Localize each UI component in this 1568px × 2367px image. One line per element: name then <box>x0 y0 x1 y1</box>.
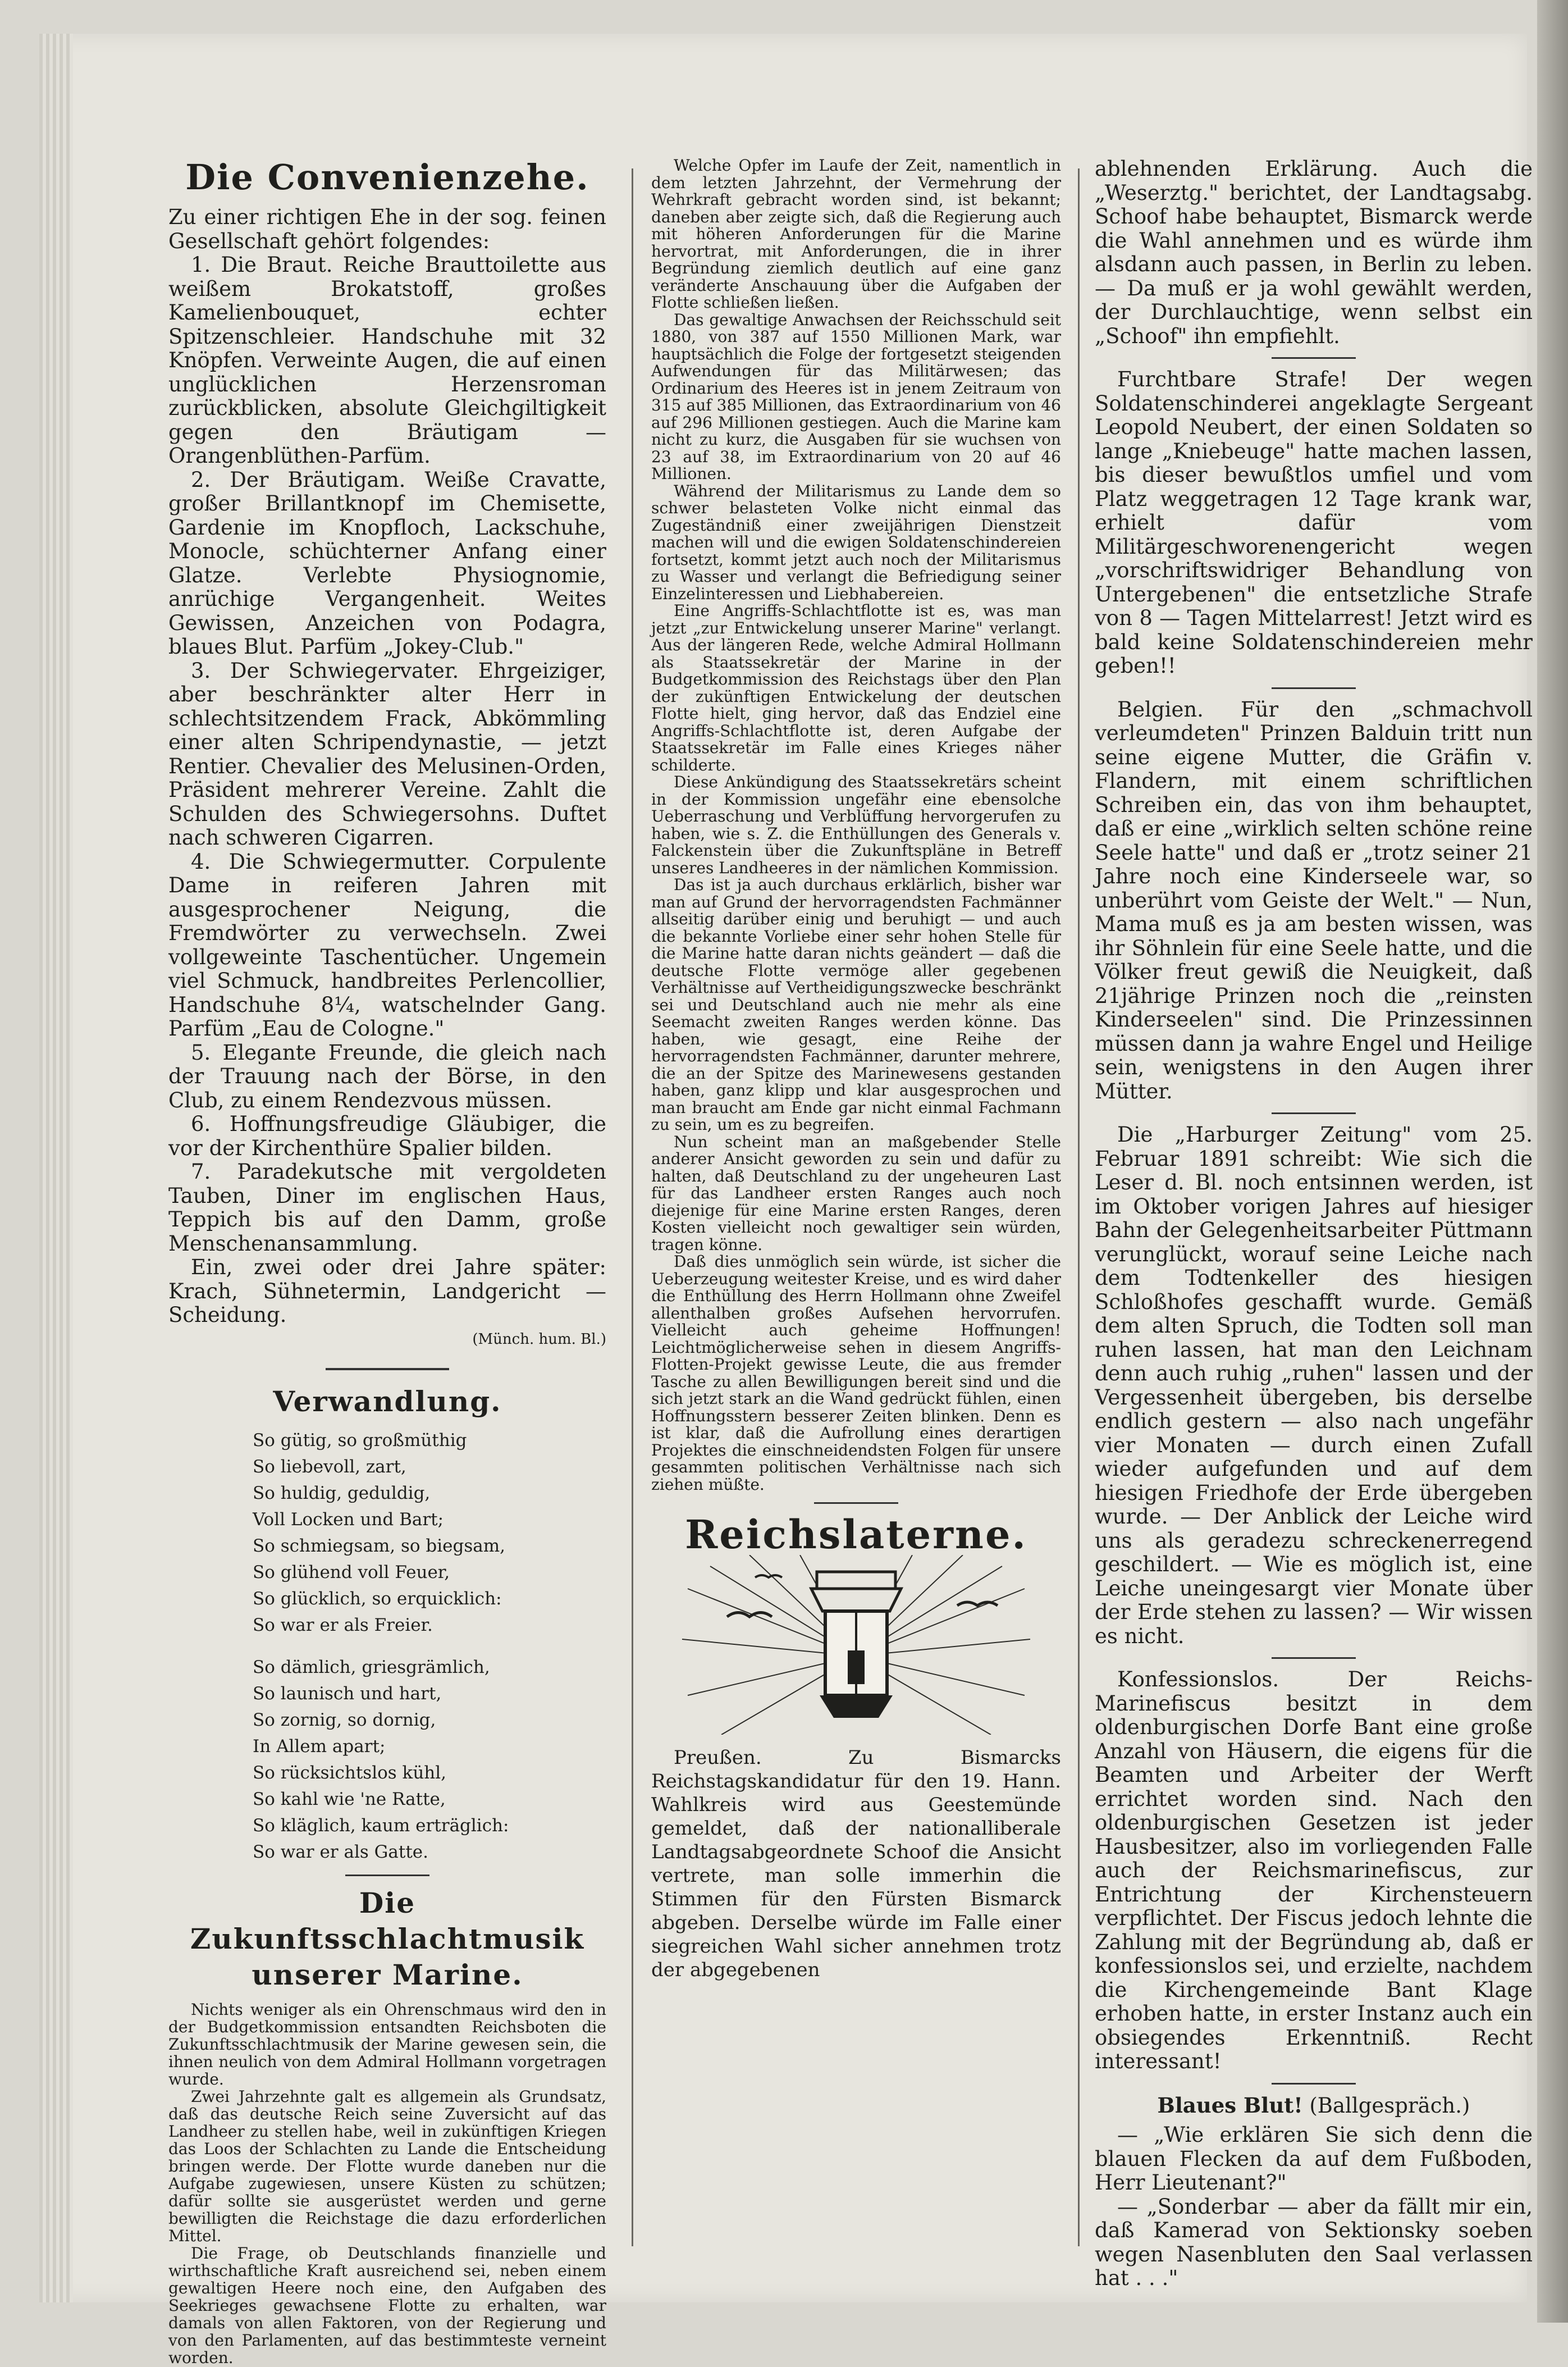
poem-line: In Allem apart; <box>253 1736 386 1757</box>
column-rule-2 <box>1078 168 1080 2246</box>
separator <box>1272 687 1356 689</box>
paragraph: Während der Militarismus zu Lande dem so schwer belasteten Volke nicht einmal das Zugeständniß einer zweijährigen Dienstzeit machen will und die ewigen Soldatenschindereien fortsetzt, kommt jetzt auch noch der Militarismus zu Wasser und verlangt die Befriedigung seiner Einzelinteressen und Liebhabereien. <box>651 481 1061 603</box>
separator <box>345 1875 429 1876</box>
paragraph: Furchtbare Strafe! Der wegen Soldatenschinderei angeklagte Sergeant Leopold Neubert, der einen Soldaten so lange „Kniebeuge" hatte machen lassen, bis dieser bewußtlos umfiel und vom Platz weggetragen 12 Tage krank war, erhielt dafür vom Militärgeschworenengericht wegen „vorschriftswidriger Behandlung von Untergebenen" die entsetzliche Strafe von 8 — Tagen Mittelarrest! Jetzt wird es bald keine Soldatenschindereien mehr geben!! <box>1095 367 1533 678</box>
separator <box>1272 1112 1356 1114</box>
poem-line: So dämlich, griesgrämlich, <box>253 1657 490 1677</box>
column-3 <box>1095 157 1533 2291</box>
paragraph: Daß dies unmöglich sein würde, ist sicher die Ueberzeugung weitester Kreise, und es wird daher die Enthüllung des Herrn Hollmann ohne Zweifel allenthalben großes Aufsehen hervorrufen. Vielleicht auch geheime Hoffnungen! Leichtmöglicherweise sehen in diesem Angriffs-Flotten-Projekt gewisse Leute, die aus fremder Tasche zu allen Bewilligungen bereit sind und die sich jetzt stark an die Wand gedrückt fühlen, einen Hoffnungsstern besserer Zeiten blinken. Denn es ist klar, daß die Aufrollung eines derartigen Projektes die einschneidendsten Folgen für unsere gesammten politischen Verhältnisse nach sich ziehen müßte. <box>651 1252 1061 1494</box>
page-binding <box>39 34 73 2302</box>
poem-line: So kläglich, kaum erträglich: <box>253 1816 509 1836</box>
paragraph: 6. Hoffnungsfreudige Gläubiger, die vor der Kirchenthüre Spalier bilden. <box>168 1112 606 1160</box>
poem-line: So zornig, so dornig, <box>253 1710 436 1730</box>
poem-line: So schmiegsam, so biegsam, <box>253 1536 505 1556</box>
poem-line: Voll Locken und Bart; <box>253 1509 444 1530</box>
paragraph: ablehnenden Erklärung. Auch die „Weserztg." berichtet, der Landtagsabg. Schoof habe behauptet, Bismarck werde die Wahl annehmen und es würde ihm alsdann auch passen, in Berlin zu leben. — Da muß er ja wohl gewählt werden, der Durchlauchtige, wenn selbst ein „Schoof" ihn empfiehlt. <box>1095 157 1533 348</box>
separator <box>326 1368 449 1370</box>
poem-line: So glühend voll Feuer, <box>253 1562 450 1582</box>
source-credit: (Münch. hum. Bl.) <box>472 1330 606 1348</box>
paragraph: 5. Elegante Freunde, die gleich nach der Trauung nach der Börse, in den Club, zu einem Rendezvous müssen. <box>168 1040 606 1112</box>
lantern-icon <box>676 1555 1036 1735</box>
paragraph: Eine Angriffs-Schlachtflotte ist es, was man jetzt „zur Entwickelung unserer Marine" verlangt. Aus der längeren Rede, welche Admiral Hollmann als Staatssekretär der Marine in der Budgetkommission des Reichstags über den Plan der zukünftigen Entwickelung der deutschen Flotte hielt, ging hervor, daß das Endziel eine Angriffs-Schlachtflotte ist, deren Aufgabe der Staatssekretär im Falle eines Krieges näher schilderte. <box>651 601 1061 774</box>
anecdote-subtitle: (Ballgespräch.) <box>1309 2093 1470 2118</box>
anecdote-title: Blaues Blut! <box>1157 2092 1303 2118</box>
paragraph: 1. Die Braut. Reiche Brauttoilette aus weißem Brokatstoff, großes Kamelienbouquet, echter Spitzenschleier. Handschuhe mit 32 Knöpfen. Verweinte Augen, die auf einen unglücklichen Herzensroman zurückblicken, absolute Gleichgiltigkeit gegen den Bräutigam — Orangenblüthen-Parfüm. <box>168 253 606 468</box>
paragraph: 7. Paradekutsche mit vergoldeten Tauben, Diner im englischen Haus, Teppich bis auf den Damm, große Menschenansammlung. <box>168 1160 606 1256</box>
paragraph: Diese Ankündigung des Staatssekretärs scheint in der Kommission ungefähr eine ebensolche Ueberraschung und Verblüffung hervorgerufen zu haben, wie s. Z. die Enthüllungen des Generals v. Falckenstein über die Zukunftspläne in Betreff unseres Landheeres in der nämlichen Kommission. <box>651 773 1061 877</box>
dialogue-line: — „Sonderbar — aber da fällt mir ein, daß Kamerad von Sektionsky soeben wegen Nasenbluten den Saal verlassen hat . . ." <box>1095 2194 1533 2290</box>
lantern-illustration <box>676 1555 1036 1735</box>
column-1 <box>168 157 606 2366</box>
paragraph: Welche Opfer im Laufe der Zeit, namentlich in dem letzten Jahrzehnt, der Vermehrung der Wehrkraft gebracht worden sind, ist bekannt; daneben aber zeigte sich, daß die Regierung auch mit höheren Anforderungen für die Marine hervortrat, mit Anforderungen, die in ihrer Begründung ziemlich deutlich auf eine ganz veränderte Anschauung über die Aufgaben der Flotte schließen ließen. <box>651 156 1061 312</box>
paragraph: Die Frage, ob Deutschlands finanzielle und wirthschaftliche Kraft ausreichend sei, neben einem gewaltigen Heere noch eine, den Aufgaben des Seekrieges gewachsene Flotte zu erhalten, war damals von allen Faktoren, von der Regierung und von den Parlamenten, auf das bestimmteste verneint worden. <box>168 2244 606 2367</box>
paragraph: Ein, zwei oder drei Jahre später: Krach, Sühnetermin, Landgericht — Scheidung. <box>168 1255 606 1327</box>
paragraph: Die „Harburger Zeitung" vom 25. Februar 1891 schreibt: Wie sich die Leser d. Bl. noch entsinnen werden, ist im Oktober vorigen Jahres auf hiesiger Bahn der Gelegenheitsarbeiter Püttmann verunglückt, worauf seine Leiche nach dem Todtenkeller des hiesigen Schloßhofes geschafft wurde. Gemäß dem alten Spruch, die Todten soll man ruhen lassen, hat man den Leichnam denn auch ruhig „ruhen" lassen und der Vergessenheit übergeben, bis derselbe endlich gestern — also nach ungefähr vier Monaten — durch einen Zufall wieder aufgefunden und auf dem hiesigen Friedhofe der Erde übergeben wurde. — Der Anblick der Leiche wird uns als geradezu schreckenerregend geschildert. — Wie es möglich ist, eine Leiche uneingesargt vier Monate über der Erde stehen zu lassen? — Wir wissen es nicht. <box>1095 1123 1533 1648</box>
separator <box>1272 357 1356 359</box>
paragraph: Das gewaltige Anwachsen der Reichsschuld seit 1880, von 387 auf 1550 Millionen Mark, war hauptsächlich die Folge der fortgesetzt steigenden Aufwendungen für das Militärwesen; das Ordinarium des Heeres ist in jenem Zeitraum von 315 auf 385 Millionen, das Extraordinarium von 46 auf 296 Millionen gestiegen. Auch die Marine kam nicht zu kurz, die Ausgaben für sie wuchsen von 23 auf 38, im Extraordinarium von 20 auf 46 Millionen. <box>651 310 1061 483</box>
poem <box>168 1428 606 1866</box>
poem-title: Verwandlung. <box>273 1385 502 1418</box>
section-title-reichslaterne: Reichslaterne. <box>685 1511 1027 1558</box>
paragraph: 2. Der Bräutigam. Weiße Cravatte, großer Brillantknopf im Chemisette, Gardenie im Knopfloch, Lackschuhe, Monocle, schüchterner Anfang einer Glatze. Verlebte Physiognomie, anrüchige Vergangenheit. Weites Gewissen, Anzeichen von Podagra, blaues Blut. Parfüm „Jokey-Club." <box>168 467 606 659</box>
poem-line: So gütig, so großmüthig <box>253 1430 467 1451</box>
paragraph: 3. Der Schwiegervater. Ehrgeiziger, aber beschränkter alter Herr in schlechtsitzendem Frack, Abkömmling einer alten Schripendynastie, — jetzt Rentier. Chevalier des Melusinen-Orden, Präsident mehrerer Vereine. Zahlt die Schulden des Schwiegersohns. Duftet nach schweren Cigarren. <box>168 658 606 850</box>
separator <box>814 1502 898 1504</box>
column-rule-1 <box>632 168 633 2246</box>
separator <box>1272 2083 1356 2085</box>
paragraph: Konfessionslos. Der Reichs-Marinefiscus besitzt in dem oldenburgischen Dorfe Bant eine große Anzahl von Häusern, die eigens für die Beamten und Arbeiter der Werft errichtet worden sind. Nach den oldenburgischen Gesetzen ist jeder Hausbesitzer, also im vorliegenden Falle auch der Reichsmarinefiscus, zur Entrichtung der Kirchensteuern verpflichtet. Der Fiscus jedoch lehnte die Zahlung mit der Begründung ab, daß er konfessionslos sei, und erzielte, nachdem die Kirchengemeinde Bant Klage erhoben hatte, in erster Instanz auch ein obsiegendes Erkenntniß. Recht interessant! <box>1095 1667 1533 2073</box>
article-title-zukunftsschlachtmusik: Die Zukunftsschlachtmusik unserer Marine. <box>190 1886 585 1991</box>
dialogue-line: — „Wie erklären Sie sich denn die blauen Flecken da auf dem Fußboden, Herr Lieutenant?" <box>1095 2123 1533 2195</box>
poem-line: So launisch und hart, <box>253 1684 442 1704</box>
paragraph: Nun scheint man an maßgebender Stelle anderer Ansicht geworden zu sein und dafür zu halten, daß Deutschland zu der ungeheuren Last für das Landheer ersten Ranges auch noch diejenige für eine Marine ersten Ranges, deren Kosten vielleicht noch gewaltiger sein würden, tragen könne. <box>651 1132 1061 1254</box>
poem-line: So war er als Gatte. <box>253 1842 428 1862</box>
paragraph: Belgien. Für den „schmachvoll verleumdeten" Prinzen Balduin tritt nun seine eigene Mutter, die Gräfin v. Flandern, mit einem schriftlichen Schreiben ein, das von ihm behauptet, daß er eine „wirklich selten schöne reine Seele hatte" und daß er „trotz seiner 21 Jahre noch eine Kinderseele war, so unberührt vom Geiste der Welt." — Nun, Mama muß es ja am besten wissen, was ihr Söhnlein für eine Seele hatte, und die Völker freut gewiß die Neuigkeit, daß 21jährige Prinzen noch die „reinsten Kinderseelen" sind. Die Prinzessinnen müssen dann ja wahre Engel und Heilige sein, wenigstens in den Augen ihrer Mütter. <box>1095 697 1533 1103</box>
paragraph: Nichts weniger als ein Ohrenschmaus wird den in der Budgetkommission entsandten Reichsboten die Zukunftsschlachtmusik der Marine gewesen sein, die ihnen neulich von dem Admiral Hollmann vorgetragen wurde. <box>168 2000 606 2088</box>
anecdote-heading <box>1095 2094 1533 2118</box>
page-edge <box>1537 0 1568 2323</box>
poem-line: So war er als Freier. <box>253 1615 433 1635</box>
paragraph: Das ist ja auch durchaus erklärlich, bisher war man auf Grund der hervorragendsten Fachmänner allseitig darüber einig und beruhigt — und auch die bekannte Vorliebe einer sehr hohen Stelle für die Marine hatte daran nichts geändert — daß die deutsche Flotte vermöge aller gegebenen Verhältnisse auf Vertheidigungszwecke beschränkt sei und Deutschland auch nie mehr als eine Seemacht zweiten Ranges werden könne. Das haben, wie gesagt, eine Reihe der hervorragendsten Fachmänner, darunter mehrere, die an der Spitze des Marinewesens gestanden haben, ganz klipp und klar ausgesprochen und man braucht am Ende gar nicht einmal Fachmann zu sein, um es zu begreifen. <box>651 875 1061 1134</box>
paragraph: Zwei Jahrzehnte galt es allgemein als Grundsatz, daß das deutsche Reich seine Zuversicht auf das Landheer zu stellen habe, weil in zukünftigen Kriegen das Loos der Schlachten zu Lande die Entscheidung bringen werde. Der Flotte wurde daneben nur die Aufgabe zugewiesen, unsere Küsten zu schützen; dafür sollte sie ausgerüstet werden und gerne bewilligten die Reichstage die dazu erforderlichen Mittel. <box>168 2087 606 2245</box>
poem-line: So huldig, geduldig, <box>253 1483 431 1503</box>
paragraph: Zu einer richtigen Ehe in der sog. feinen Gesellschaft gehört folgendes: <box>168 205 606 253</box>
poem-line: So kahl wie 'ne Ratte, <box>253 1789 446 1809</box>
column-2 <box>651 157 1061 1982</box>
separator <box>1272 1657 1356 1659</box>
article-title-convenienzehe: Die Convenienzehe. <box>185 157 589 198</box>
poem-line: So glücklich, so erquicklich: <box>253 1589 502 1609</box>
poem-line: So rücksichtslos kühl, <box>253 1763 447 1783</box>
poem-line: So liebevoll, zart, <box>253 1457 406 1477</box>
paragraph: Preußen. Zu Bismarcks Reichstagskandidatur für den 19. Hann. Wahlkreis wird aus Geestemünde gemeldet, daß der nationalliberale Landtagsabgeordnete Schoof die Ansicht vertrete, man solle immerhin die Stimmen für den Fürsten Bismarck abgeben. Derselbe würde im Falle einer siegreichen Wahl sicher annehmen trotz der abgegebenen <box>651 1746 1061 1981</box>
paragraph: 4. Die Schwiegermutter. Corpulente Dame in reiferen Jahren mit ausgesprochener Neigung, die Fremdwörter zu verwechseln. Zwei vollgeweinte Taschentücher. Ungemein viel Schmuck, handbreites Perlencollier, Handschuhe 8¼, watschelnder Gang. Parfüm „Eau de Cologne." <box>168 849 606 1041</box>
